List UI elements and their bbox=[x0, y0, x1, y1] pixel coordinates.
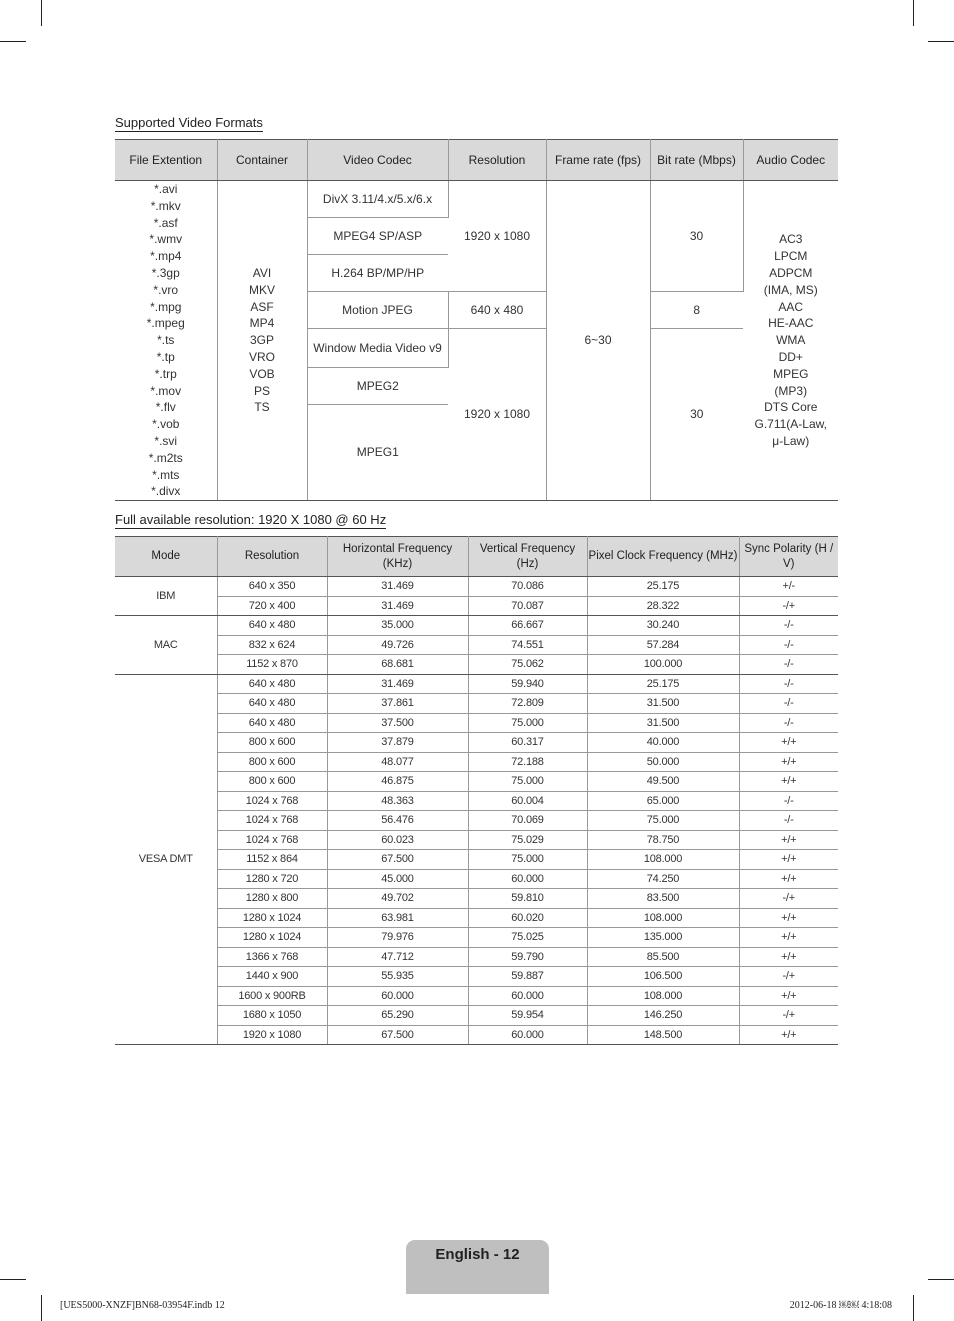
pixel-clock-cell: 83.500 bbox=[587, 889, 739, 909]
crop-mark bbox=[41, 0, 42, 26]
horizontal-frequency-cell: 48.363 bbox=[327, 791, 468, 811]
sync-polarity-cell: -/- bbox=[739, 674, 838, 694]
table-row bbox=[115, 694, 838, 714]
horizontal-frequency-cell: 37.500 bbox=[327, 713, 468, 733]
horizontal-frequency-cell: 67.500 bbox=[327, 1025, 468, 1045]
header-frame-rate: Frame rate (fps) bbox=[546, 140, 650, 181]
resolution-cell: 800 x 600 bbox=[217, 772, 327, 792]
pixel-clock-cell: 31.500 bbox=[587, 694, 739, 714]
pixel-clock-cell: 50.000 bbox=[587, 752, 739, 772]
table-row bbox=[115, 850, 838, 870]
resolution-cell: 1600 x 900RB bbox=[217, 986, 327, 1006]
vertical-frequency-cell: 60.317 bbox=[468, 733, 587, 753]
horizontal-frequency-cell: 49.702 bbox=[327, 889, 468, 909]
horizontal-frequency-cell: 49.726 bbox=[327, 635, 468, 655]
vertical-frequency-cell: 60.004 bbox=[468, 791, 587, 811]
table-row bbox=[115, 655, 838, 675]
crop-mark bbox=[0, 41, 26, 42]
bit-rate-cell: 30 bbox=[650, 181, 743, 292]
file-extension-list: *.avi *.mkv *.asf *.wmv *.mp4 *.3gp *.vro *.mpg *.mpeg *.ts *.tp *.trp *.mov *.flv *.vob *.svi *.m2ts *.mts *.divx bbox=[115, 181, 217, 501]
vertical-frequency-cell: 60.000 bbox=[468, 869, 587, 889]
crop-mark bbox=[928, 1279, 954, 1280]
crop-mark bbox=[928, 41, 954, 42]
vertical-frequency-cell: 59.887 bbox=[468, 967, 587, 987]
video-codec-cell: DivX 3.11/4.x/5.x/6.x bbox=[307, 181, 448, 218]
header-audio-codec: Audio Codec bbox=[743, 140, 838, 181]
table-row bbox=[115, 635, 838, 655]
crop-mark bbox=[913, 0, 914, 26]
vertical-frequency-cell: 60.020 bbox=[468, 908, 587, 928]
sync-polarity-cell: -/- bbox=[739, 713, 838, 733]
table-row bbox=[115, 967, 838, 987]
sync-polarity-cell: +/+ bbox=[739, 733, 838, 753]
resolution-cell: 1366 x 768 bbox=[217, 947, 327, 967]
video-formats-header-row bbox=[115, 140, 838, 181]
vertical-frequency-cell: 72.188 bbox=[468, 752, 587, 772]
table-row bbox=[115, 752, 838, 772]
vertical-frequency-cell: 66.667 bbox=[468, 616, 587, 636]
resolution-cell: 640 x 480 bbox=[217, 674, 327, 694]
resolution-cell: 640 x 480 bbox=[217, 616, 327, 636]
pixel-clock-cell: 49.500 bbox=[587, 772, 739, 792]
frame-rate-cell: 6~30 bbox=[546, 181, 650, 501]
mode-cell: VESA DMT bbox=[115, 674, 217, 1045]
video-codec-cell: Motion JPEG bbox=[307, 292, 448, 329]
video-codec-cell: MPEG2 bbox=[307, 368, 448, 405]
supported-video-formats-title: Supported Video Formats bbox=[115, 115, 263, 130]
vertical-frequency-cell: 70.069 bbox=[468, 811, 587, 831]
pixel-clock-cell: 74.250 bbox=[587, 869, 739, 889]
table-row bbox=[115, 616, 838, 636]
header-container: Container bbox=[217, 140, 307, 181]
resolution-cell: 1920 x 1080 bbox=[448, 329, 546, 501]
table-row bbox=[115, 1025, 838, 1045]
audio-codec-list: AC3 LPCM ADPCM (IMA, MS) AAC HE-AAC WMA DD+ MPEG (MP3) DTS Core G.711(A-Law, μ-Law) bbox=[743, 181, 838, 501]
sync-polarity-cell: -/- bbox=[739, 655, 838, 675]
table-row bbox=[115, 674, 838, 694]
vertical-frequency-cell: 75.025 bbox=[468, 928, 587, 948]
vertical-frequency-cell: 70.086 bbox=[468, 577, 587, 597]
full-resolution-title: Full available resolution: 1920 X 1080 @ 60 Hz bbox=[115, 512, 387, 527]
sync-polarity-cell: +/+ bbox=[739, 830, 838, 850]
pixel-clock-cell: 65.000 bbox=[587, 791, 739, 811]
sync-polarity-cell: +/+ bbox=[739, 752, 838, 772]
page-number-tab: English - 12 bbox=[406, 1240, 549, 1294]
vertical-frequency-cell: 72.809 bbox=[468, 694, 587, 714]
pixel-clock-cell: 146.250 bbox=[587, 1006, 739, 1026]
table-row bbox=[115, 830, 838, 850]
horizontal-frequency-cell: 35.000 bbox=[327, 616, 468, 636]
footer-file-name: [UES5000-XNZF]BN68-03954F.indb 12 bbox=[60, 1300, 225, 1311]
sync-polarity-cell: +/+ bbox=[739, 772, 838, 792]
horizontal-frequency-cell: 60.023 bbox=[327, 830, 468, 850]
sync-polarity-cell: +/+ bbox=[739, 947, 838, 967]
video-codec-cell: Window Media Video v9 bbox=[307, 329, 448, 368]
pixel-clock-cell: 100.000 bbox=[587, 655, 739, 675]
table-row bbox=[115, 947, 838, 967]
table-row bbox=[115, 869, 838, 889]
sync-polarity-cell: +/+ bbox=[739, 908, 838, 928]
resolution-cell: 1024 x 768 bbox=[217, 791, 327, 811]
sync-polarity-cell: -/+ bbox=[739, 889, 838, 909]
horizontal-frequency-cell: 79.976 bbox=[327, 928, 468, 948]
vertical-frequency-cell: 75.000 bbox=[468, 772, 587, 792]
sync-polarity-cell: -/- bbox=[739, 694, 838, 714]
sync-polarity-cell: -/+ bbox=[739, 967, 838, 987]
video-formats-table bbox=[115, 139, 838, 501]
pixel-clock-cell: 85.500 bbox=[587, 947, 739, 967]
resolution-cell: 1680 x 1050 bbox=[217, 1006, 327, 1026]
resolution-cell: 640 x 480 bbox=[217, 713, 327, 733]
video-codec-cell: MPEG1 bbox=[307, 405, 448, 501]
container-list: AVI MKV ASF MP4 3GP VRO VOB PS TS bbox=[217, 181, 307, 501]
header-resolution: Resolution bbox=[217, 537, 327, 577]
pixel-clock-cell: 57.284 bbox=[587, 635, 739, 655]
bit-rate-cell: 30 bbox=[650, 329, 743, 501]
vertical-frequency-cell: 59.810 bbox=[468, 889, 587, 909]
horizontal-frequency-cell: 63.981 bbox=[327, 908, 468, 928]
vertical-frequency-cell: 59.954 bbox=[468, 1006, 587, 1026]
pixel-clock-cell: 25.175 bbox=[587, 577, 739, 597]
table-row bbox=[115, 772, 838, 792]
resolution-header-row bbox=[115, 537, 838, 577]
sync-polarity-cell: +/+ bbox=[739, 850, 838, 870]
pixel-clock-cell: 106.500 bbox=[587, 967, 739, 987]
resolution-cell: 832 x 624 bbox=[217, 635, 327, 655]
horizontal-frequency-cell: 37.861 bbox=[327, 694, 468, 714]
sync-polarity-cell: +/+ bbox=[739, 928, 838, 948]
horizontal-frequency-cell: 68.681 bbox=[327, 655, 468, 675]
table-row bbox=[115, 986, 838, 1006]
horizontal-frequency-cell: 47.712 bbox=[327, 947, 468, 967]
sync-polarity-cell: +/+ bbox=[739, 986, 838, 1006]
header-sync-polarity: Sync Polarity (H / V) bbox=[739, 537, 838, 577]
video-codec-cell: MPEG4 SP/ASP bbox=[307, 218, 448, 255]
table-row bbox=[115, 889, 838, 909]
resolution-cell: 1280 x 1024 bbox=[217, 908, 327, 928]
resolution-cell: 640 x 350 bbox=[217, 577, 327, 597]
pixel-clock-cell: 40.000 bbox=[587, 733, 739, 753]
horizontal-frequency-cell: 31.469 bbox=[327, 577, 468, 597]
vertical-frequency-cell: 74.551 bbox=[468, 635, 587, 655]
horizontal-frequency-cell: 60.000 bbox=[327, 986, 468, 1006]
pixel-clock-cell: 108.000 bbox=[587, 850, 739, 870]
horizontal-frequency-cell: 67.500 bbox=[327, 850, 468, 870]
table-row bbox=[115, 1006, 838, 1026]
horizontal-frequency-cell: 31.469 bbox=[327, 596, 468, 616]
pixel-clock-cell: 78.750 bbox=[587, 830, 739, 850]
vertical-frequency-cell: 75.000 bbox=[468, 850, 587, 870]
horizontal-frequency-cell: 65.290 bbox=[327, 1006, 468, 1026]
resolution-cell: 1152 x 864 bbox=[217, 850, 327, 870]
resolution-cell: 1440 x 900 bbox=[217, 967, 327, 987]
header-resolution: Resolution bbox=[448, 140, 546, 181]
header-bit-rate: Bit rate (Mbps) bbox=[650, 140, 743, 181]
resolution-cell: 1920 x 1080 bbox=[448, 181, 546, 292]
sync-polarity-cell: -/+ bbox=[739, 596, 838, 616]
resolution-cell: 1280 x 1024 bbox=[217, 928, 327, 948]
header-mode: Mode bbox=[115, 537, 217, 577]
vertical-frequency-cell: 59.940 bbox=[468, 674, 587, 694]
vertical-frequency-cell: 75.029 bbox=[468, 830, 587, 850]
crop-mark bbox=[41, 1295, 42, 1321]
resolution-table bbox=[115, 536, 838, 1045]
bit-rate-cell: 8 bbox=[650, 292, 743, 329]
vertical-frequency-cell: 75.000 bbox=[468, 713, 587, 733]
sync-polarity-cell: +/+ bbox=[739, 869, 838, 889]
horizontal-frequency-cell: 46.875 bbox=[327, 772, 468, 792]
pixel-clock-cell: 28.322 bbox=[587, 596, 739, 616]
vertical-frequency-cell: 75.062 bbox=[468, 655, 587, 675]
pixel-clock-cell: 108.000 bbox=[587, 986, 739, 1006]
vertical-frequency-cell: 59.790 bbox=[468, 947, 587, 967]
table-row bbox=[115, 577, 838, 597]
horizontal-frequency-cell: 56.476 bbox=[327, 811, 468, 831]
header-pixel-clock: Pixel Clock Frequency (MHz) bbox=[587, 537, 739, 577]
table-row bbox=[115, 908, 838, 928]
crop-mark bbox=[0, 1279, 26, 1280]
resolution-cell: 1024 x 768 bbox=[217, 830, 327, 850]
vertical-frequency-cell: 60.000 bbox=[468, 1025, 587, 1045]
sync-polarity-cell: -/- bbox=[739, 616, 838, 636]
resolution-cell: 800 x 600 bbox=[217, 752, 327, 772]
pixel-clock-cell: 148.500 bbox=[587, 1025, 739, 1045]
pixel-clock-cell: 30.240 bbox=[587, 616, 739, 636]
video-codec-cell: H.264 BP/MP/HP bbox=[307, 255, 448, 292]
mode-cell: MAC bbox=[115, 616, 217, 675]
resolution-cell: 1152 x 870 bbox=[217, 655, 327, 675]
crop-mark bbox=[913, 1295, 914, 1321]
resolution-cell: 640 x 480 bbox=[448, 292, 546, 329]
resolution-cell: 640 x 480 bbox=[217, 694, 327, 714]
table-row bbox=[115, 596, 838, 616]
pixel-clock-cell: 135.000 bbox=[587, 928, 739, 948]
vertical-frequency-cell: 70.087 bbox=[468, 596, 587, 616]
header-file-extension: File Extention bbox=[115, 140, 217, 181]
pixel-clock-cell: 75.000 bbox=[587, 811, 739, 831]
header-horizontal-frequency: Horizontal Frequency (KHz) bbox=[327, 537, 468, 577]
table-row bbox=[115, 713, 838, 733]
pixel-clock-cell: 31.500 bbox=[587, 713, 739, 733]
vertical-frequency-cell: 60.000 bbox=[468, 986, 587, 1006]
mode-cell: IBM bbox=[115, 577, 217, 616]
sync-polarity-cell: +/+ bbox=[739, 1025, 838, 1045]
header-video-codec: Video Codec bbox=[307, 140, 448, 181]
footer-timestamp: 2012-06-18 ￼￼ 4:18:08 bbox=[789, 1300, 892, 1311]
pixel-clock-cell: 108.000 bbox=[587, 908, 739, 928]
table-row bbox=[115, 733, 838, 753]
resolution-cell: 1280 x 720 bbox=[217, 869, 327, 889]
horizontal-frequency-cell: 48.077 bbox=[327, 752, 468, 772]
resolution-cell: 1920 x 1080 bbox=[217, 1025, 327, 1045]
horizontal-frequency-cell: 45.000 bbox=[327, 869, 468, 889]
horizontal-frequency-cell: 37.879 bbox=[327, 733, 468, 753]
sync-polarity-cell: -/- bbox=[739, 791, 838, 811]
table-row bbox=[115, 928, 838, 948]
resolution-cell: 1280 x 800 bbox=[217, 889, 327, 909]
table-row bbox=[115, 791, 838, 811]
resolution-cell: 720 x 400 bbox=[217, 596, 327, 616]
horizontal-frequency-cell: 31.469 bbox=[327, 674, 468, 694]
resolution-cell: 800 x 600 bbox=[217, 733, 327, 753]
pixel-clock-cell: 25.175 bbox=[587, 674, 739, 694]
horizontal-frequency-cell: 55.935 bbox=[327, 967, 468, 987]
resolution-cell: 1024 x 768 bbox=[217, 811, 327, 831]
sync-polarity-cell: +/- bbox=[739, 577, 838, 597]
header-vertical-frequency: Vertical Frequency (Hz) bbox=[468, 537, 587, 577]
sync-polarity-cell: -/- bbox=[739, 811, 838, 831]
table-row bbox=[115, 811, 838, 831]
sync-polarity-cell: -/+ bbox=[739, 1006, 838, 1026]
sync-polarity-cell: -/- bbox=[739, 635, 838, 655]
